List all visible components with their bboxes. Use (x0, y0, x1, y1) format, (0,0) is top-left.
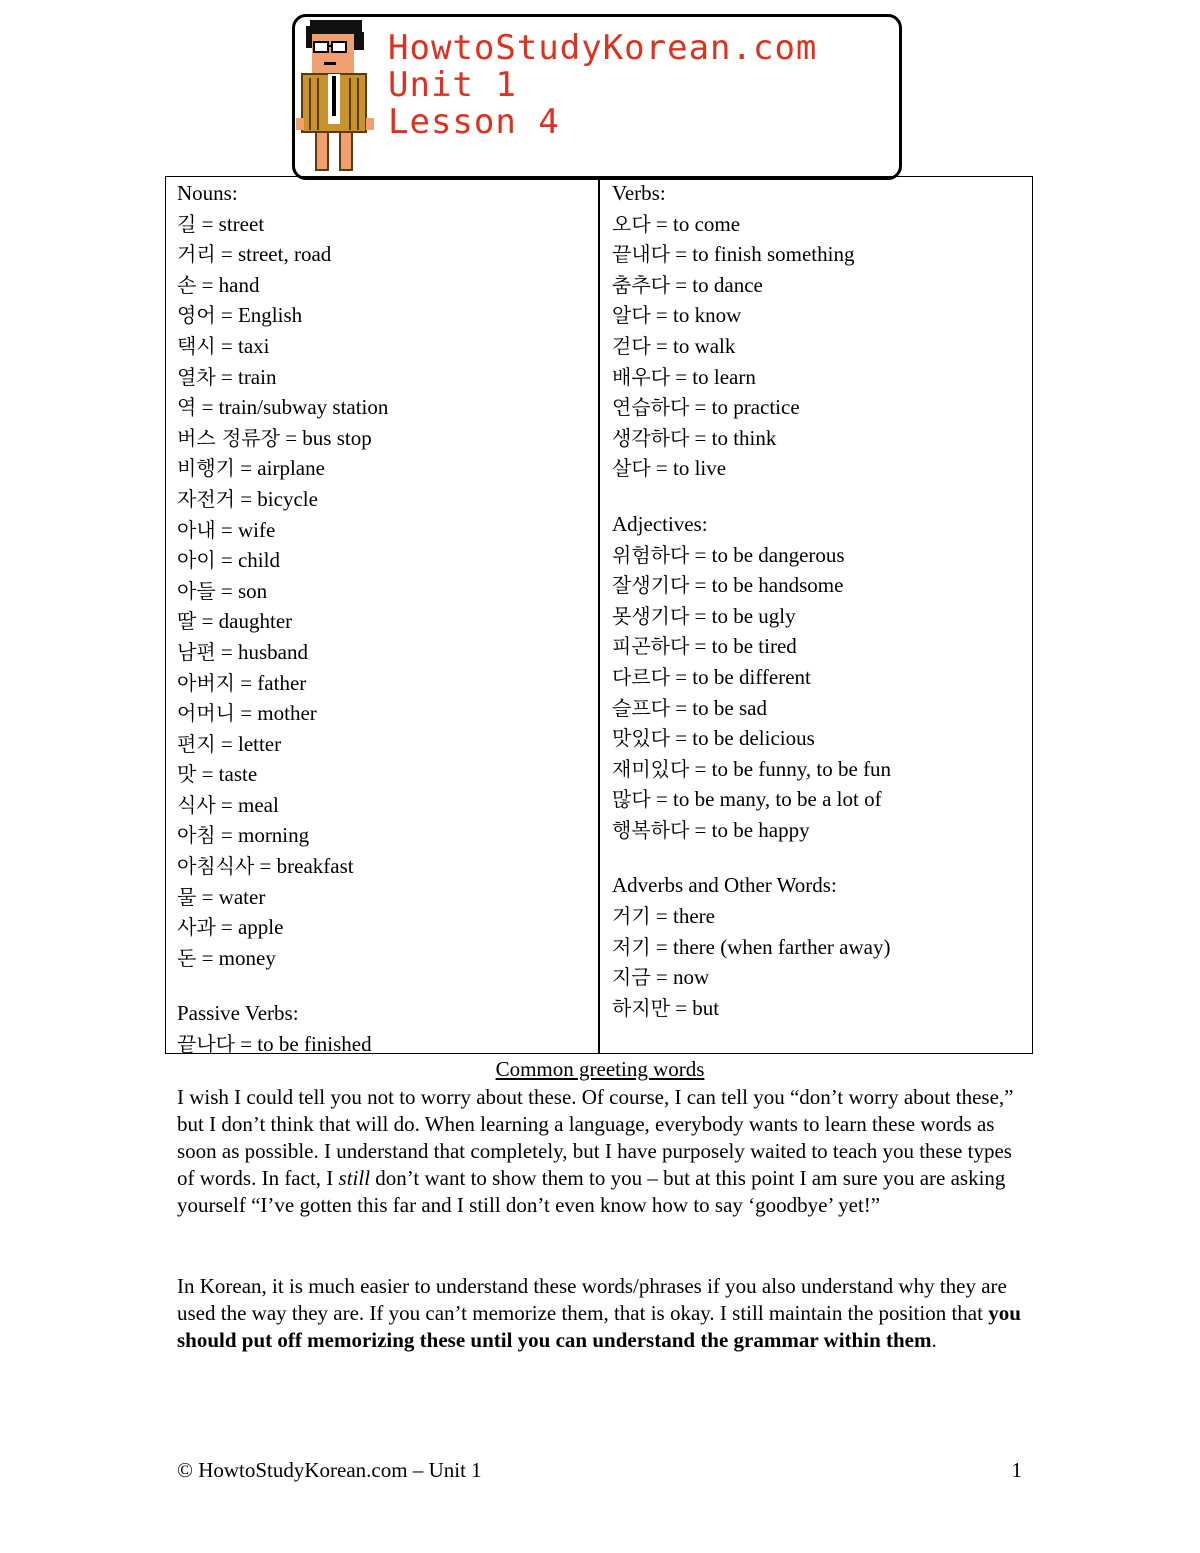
korean-word: 물 (177, 884, 197, 909)
english-meaning: = to be different (669, 664, 811, 689)
paragraph-1-text-b: don’t want to show them to you – but at this point I am sure you are asking yourself “I’ve gotten this far and I still don’t even know how to say ‘goodbye’ yet!” (177, 1166, 1006, 1217)
nouns-entry (177, 729, 587, 760)
korean-word: 끝내다 (612, 242, 670, 267)
nouns-entry (177, 270, 587, 301)
nouns-heading: Nouns: (177, 181, 238, 205)
nouns-entry (177, 820, 587, 851)
nouns-list (177, 209, 587, 974)
nouns-entry (177, 882, 587, 913)
english-meaning: = father (234, 670, 307, 695)
adverbs-entry (612, 901, 1022, 932)
korean-word: 맛있다 (612, 726, 670, 751)
verbs-entry (612, 453, 1022, 484)
english-meaning: = wife (215, 517, 276, 542)
adverbs-entry (612, 962, 1022, 993)
english-meaning: = morning (215, 823, 310, 848)
korean-word: 못생기다 (612, 603, 690, 628)
verbs-entry (612, 362, 1022, 393)
korean-word: 거기 (612, 904, 651, 929)
english-meaning: = but (669, 995, 720, 1020)
adverbs-entry (612, 932, 1022, 963)
page-number: 1 (1011, 1458, 1022, 1482)
nouns-entry (177, 362, 587, 393)
paragraph-2-bold: you should put off memorizing these until you can understand the grammar within them (177, 1301, 1021, 1352)
korean-word: 알다 (612, 303, 651, 328)
korean-word: 살다 (612, 456, 651, 481)
english-meaning: = airplane (234, 456, 325, 481)
korean-word: 오다 (612, 211, 651, 236)
paragraph-2-end: . (931, 1328, 937, 1352)
nouns-entry (177, 637, 587, 668)
paragraph-1-italic: still (338, 1166, 371, 1190)
nouns-entry (177, 698, 587, 729)
english-meaning: = breakfast (254, 854, 354, 879)
korean-word: 어머니 (177, 701, 235, 726)
site-title: HowtoStudyKorean.com (388, 28, 818, 68)
korean-word: 거리 (177, 242, 216, 267)
english-meaning: = son (215, 578, 268, 603)
adjectives-heading: Adjectives: (612, 511, 708, 536)
english-meaning: = bus stop (279, 425, 372, 450)
korean-word: 길 (177, 211, 197, 236)
verbs-entry (612, 300, 1022, 331)
english-meaning: = to dance (669, 272, 763, 297)
english-meaning: = to live (650, 456, 727, 481)
english-meaning: = there (when farther away) (650, 934, 891, 959)
korean-word: 슬프다 (612, 695, 670, 720)
adjectives-entry (612, 601, 1022, 632)
english-meaning: = to be delicious (669, 726, 815, 751)
verbs-heading: Verbs: (612, 181, 666, 205)
english-meaning: = hand (196, 272, 260, 297)
korean-word: 택시 (177, 333, 216, 358)
korean-word: 식사 (177, 792, 216, 817)
adjectives-entry (612, 631, 1022, 662)
english-meaning: = meal (215, 792, 279, 817)
english-meaning: = to think (689, 425, 777, 450)
english-meaning: = street, road (215, 242, 332, 267)
english-meaning: = to be finished (234, 1032, 372, 1057)
nouns-entry (177, 912, 587, 943)
column-divider (598, 176, 600, 1054)
nouns-entry (177, 453, 587, 484)
nouns-entry (177, 606, 587, 637)
korean-word: 잘생기다 (612, 573, 690, 598)
korean-word: 아들 (177, 578, 216, 603)
adjectives-entry (612, 784, 1022, 815)
english-meaning: = money (196, 945, 276, 970)
english-meaning: = train/subway station (196, 395, 389, 420)
korean-word: 저기 (612, 934, 651, 959)
korean-word: 재미있다 (612, 756, 690, 781)
korean-word: 배우다 (612, 364, 670, 389)
adjectives-entry (612, 662, 1022, 693)
verbs-list (612, 209, 1022, 484)
section-title: Common greeting words (495, 1057, 705, 1081)
nouns-entry (177, 790, 587, 821)
adjectives-entry (612, 570, 1022, 601)
paragraph-2-text: In Korean, it is much easier to understand these words/phrases if you also understand why they are used the way they are. If you can’t memorize them, that is okay. I still maintain the position that (177, 1274, 1007, 1325)
footer-copyright: © HowtoStudyKorean.com – Unit 1 (177, 1458, 482, 1482)
korean-word: 아침 (177, 823, 216, 848)
english-meaning: = to be many, to be a lot of (650, 787, 882, 812)
banner-title (388, 30, 817, 141)
adjectives-entry (612, 815, 1022, 846)
nouns-entry (177, 576, 587, 607)
korean-word: 비행기 (177, 456, 235, 481)
english-meaning: = child (215, 548, 280, 573)
korean-word: 딸 (177, 609, 197, 634)
korean-word: 맛 (177, 762, 197, 787)
korean-word: 하지만 (612, 995, 670, 1020)
paragraph-1 (177, 1084, 1027, 1219)
nouns-entry (177, 209, 587, 240)
unit-title: Unit 1 (388, 65, 517, 105)
english-meaning: = water (196, 884, 266, 909)
english-meaning: = bicycle (234, 486, 318, 511)
korean-word: 사과 (177, 915, 216, 940)
korean-word: 많다 (612, 787, 651, 812)
lesson-title: Lesson 4 (388, 102, 560, 142)
korean-word: 춤추다 (612, 272, 670, 297)
adjectives-entry (612, 540, 1022, 571)
nouns-entry (177, 943, 587, 974)
paragraph-2 (177, 1273, 1027, 1354)
english-meaning: = to know (650, 303, 742, 328)
nouns-entry (177, 759, 587, 790)
adjectives-entry (612, 723, 1022, 754)
nouns-entry (177, 851, 587, 882)
passive-verbs-entry (177, 1029, 587, 1060)
korean-word: 아이 (177, 548, 216, 573)
nouns-entry (177, 423, 587, 454)
korean-word: 손 (177, 272, 197, 297)
nouns-entry (177, 484, 587, 515)
nouns-entry (177, 239, 587, 270)
adverbs-list (612, 901, 1022, 1023)
korean-word: 피곤하다 (612, 634, 690, 659)
english-meaning: = apple (215, 915, 284, 940)
korean-word: 남편 (177, 639, 216, 664)
verbs-entry (612, 392, 1022, 423)
korean-word: 연습하다 (612, 395, 690, 420)
korean-word: 다르다 (612, 664, 670, 689)
korean-word: 돈 (177, 945, 197, 970)
mascot-character-icon (296, 18, 380, 172)
adjectives-list (612, 540, 1022, 846)
korean-word: 끝나다 (177, 1032, 235, 1057)
korean-word: 위험하다 (612, 542, 690, 567)
verbs-entry (612, 270, 1022, 301)
english-meaning: = taxi (215, 333, 270, 358)
korean-word: 역 (177, 395, 197, 420)
korean-word: 아내 (177, 517, 216, 542)
nouns-entry (177, 515, 587, 546)
verbs-entry (612, 209, 1022, 240)
paragraph-1-text-a: I wish I could tell you not to worry about these. Of course, I can tell you “don’t worry about these,” but I don’t think that will do. When learning a language, everybody wants to learn these words as soon as possible. I understand that completely, but I have purposely waited to teach you these types of words. In fact, I (177, 1085, 1014, 1190)
korean-word: 아버지 (177, 670, 235, 695)
english-meaning: = to be funny, to be fun (689, 756, 892, 781)
english-meaning: = English (215, 303, 303, 328)
english-meaning: = to be handsome (689, 573, 844, 598)
verbs-entry (612, 331, 1022, 362)
nouns-entry (177, 392, 587, 423)
verbs-entry (612, 239, 1022, 270)
english-meaning: = husband (215, 639, 308, 664)
english-meaning: = train (215, 364, 277, 389)
korean-word: 행복하다 (612, 817, 690, 842)
korean-word: 생각하다 (612, 425, 690, 450)
verbs-entry (612, 423, 1022, 454)
korean-word: 자전거 (177, 486, 235, 511)
vocab-left-column (177, 178, 587, 1060)
english-meaning: = street (196, 211, 265, 236)
english-meaning: = to be happy (689, 817, 810, 842)
vocab-right-column (612, 178, 1022, 1023)
english-meaning: = mother (234, 701, 317, 726)
english-meaning: = to come (650, 211, 741, 236)
passive-verbs-heading: Passive Verbs: (177, 1001, 299, 1026)
english-meaning: = to be dangerous (689, 542, 845, 567)
korean-word: 지금 (612, 965, 651, 990)
nouns-entry (177, 331, 587, 362)
passive-verbs-list (177, 1029, 587, 1060)
english-meaning: = letter (215, 731, 282, 756)
nouns-entry (177, 545, 587, 576)
english-meaning: = daughter (196, 609, 293, 634)
korean-word: 아침식사 (177, 854, 255, 879)
english-meaning: = to practice (689, 395, 800, 420)
adverbs-entry (612, 993, 1022, 1024)
english-meaning: = taste (196, 762, 258, 787)
english-meaning: = to walk (650, 333, 736, 358)
korean-word: 영어 (177, 303, 216, 328)
adjectives-entry (612, 693, 1022, 724)
korean-word: 걷다 (612, 333, 651, 358)
korean-word: 열차 (177, 364, 216, 389)
english-meaning: = to be tired (689, 634, 797, 659)
adjectives-entry (612, 754, 1022, 785)
english-meaning: = there (650, 904, 715, 929)
english-meaning: = now (650, 965, 710, 990)
nouns-entry (177, 668, 587, 699)
english-meaning: = to be sad (669, 695, 767, 720)
english-meaning: = to learn (669, 364, 756, 389)
adverbs-heading: Adverbs and Other Words: (612, 873, 837, 898)
korean-word: 편지 (177, 731, 216, 756)
english-meaning: = to finish something (669, 242, 855, 267)
nouns-entry (177, 300, 587, 331)
english-meaning: = to be ugly (689, 603, 796, 628)
korean-word: 버스 정류장 (177, 425, 280, 450)
